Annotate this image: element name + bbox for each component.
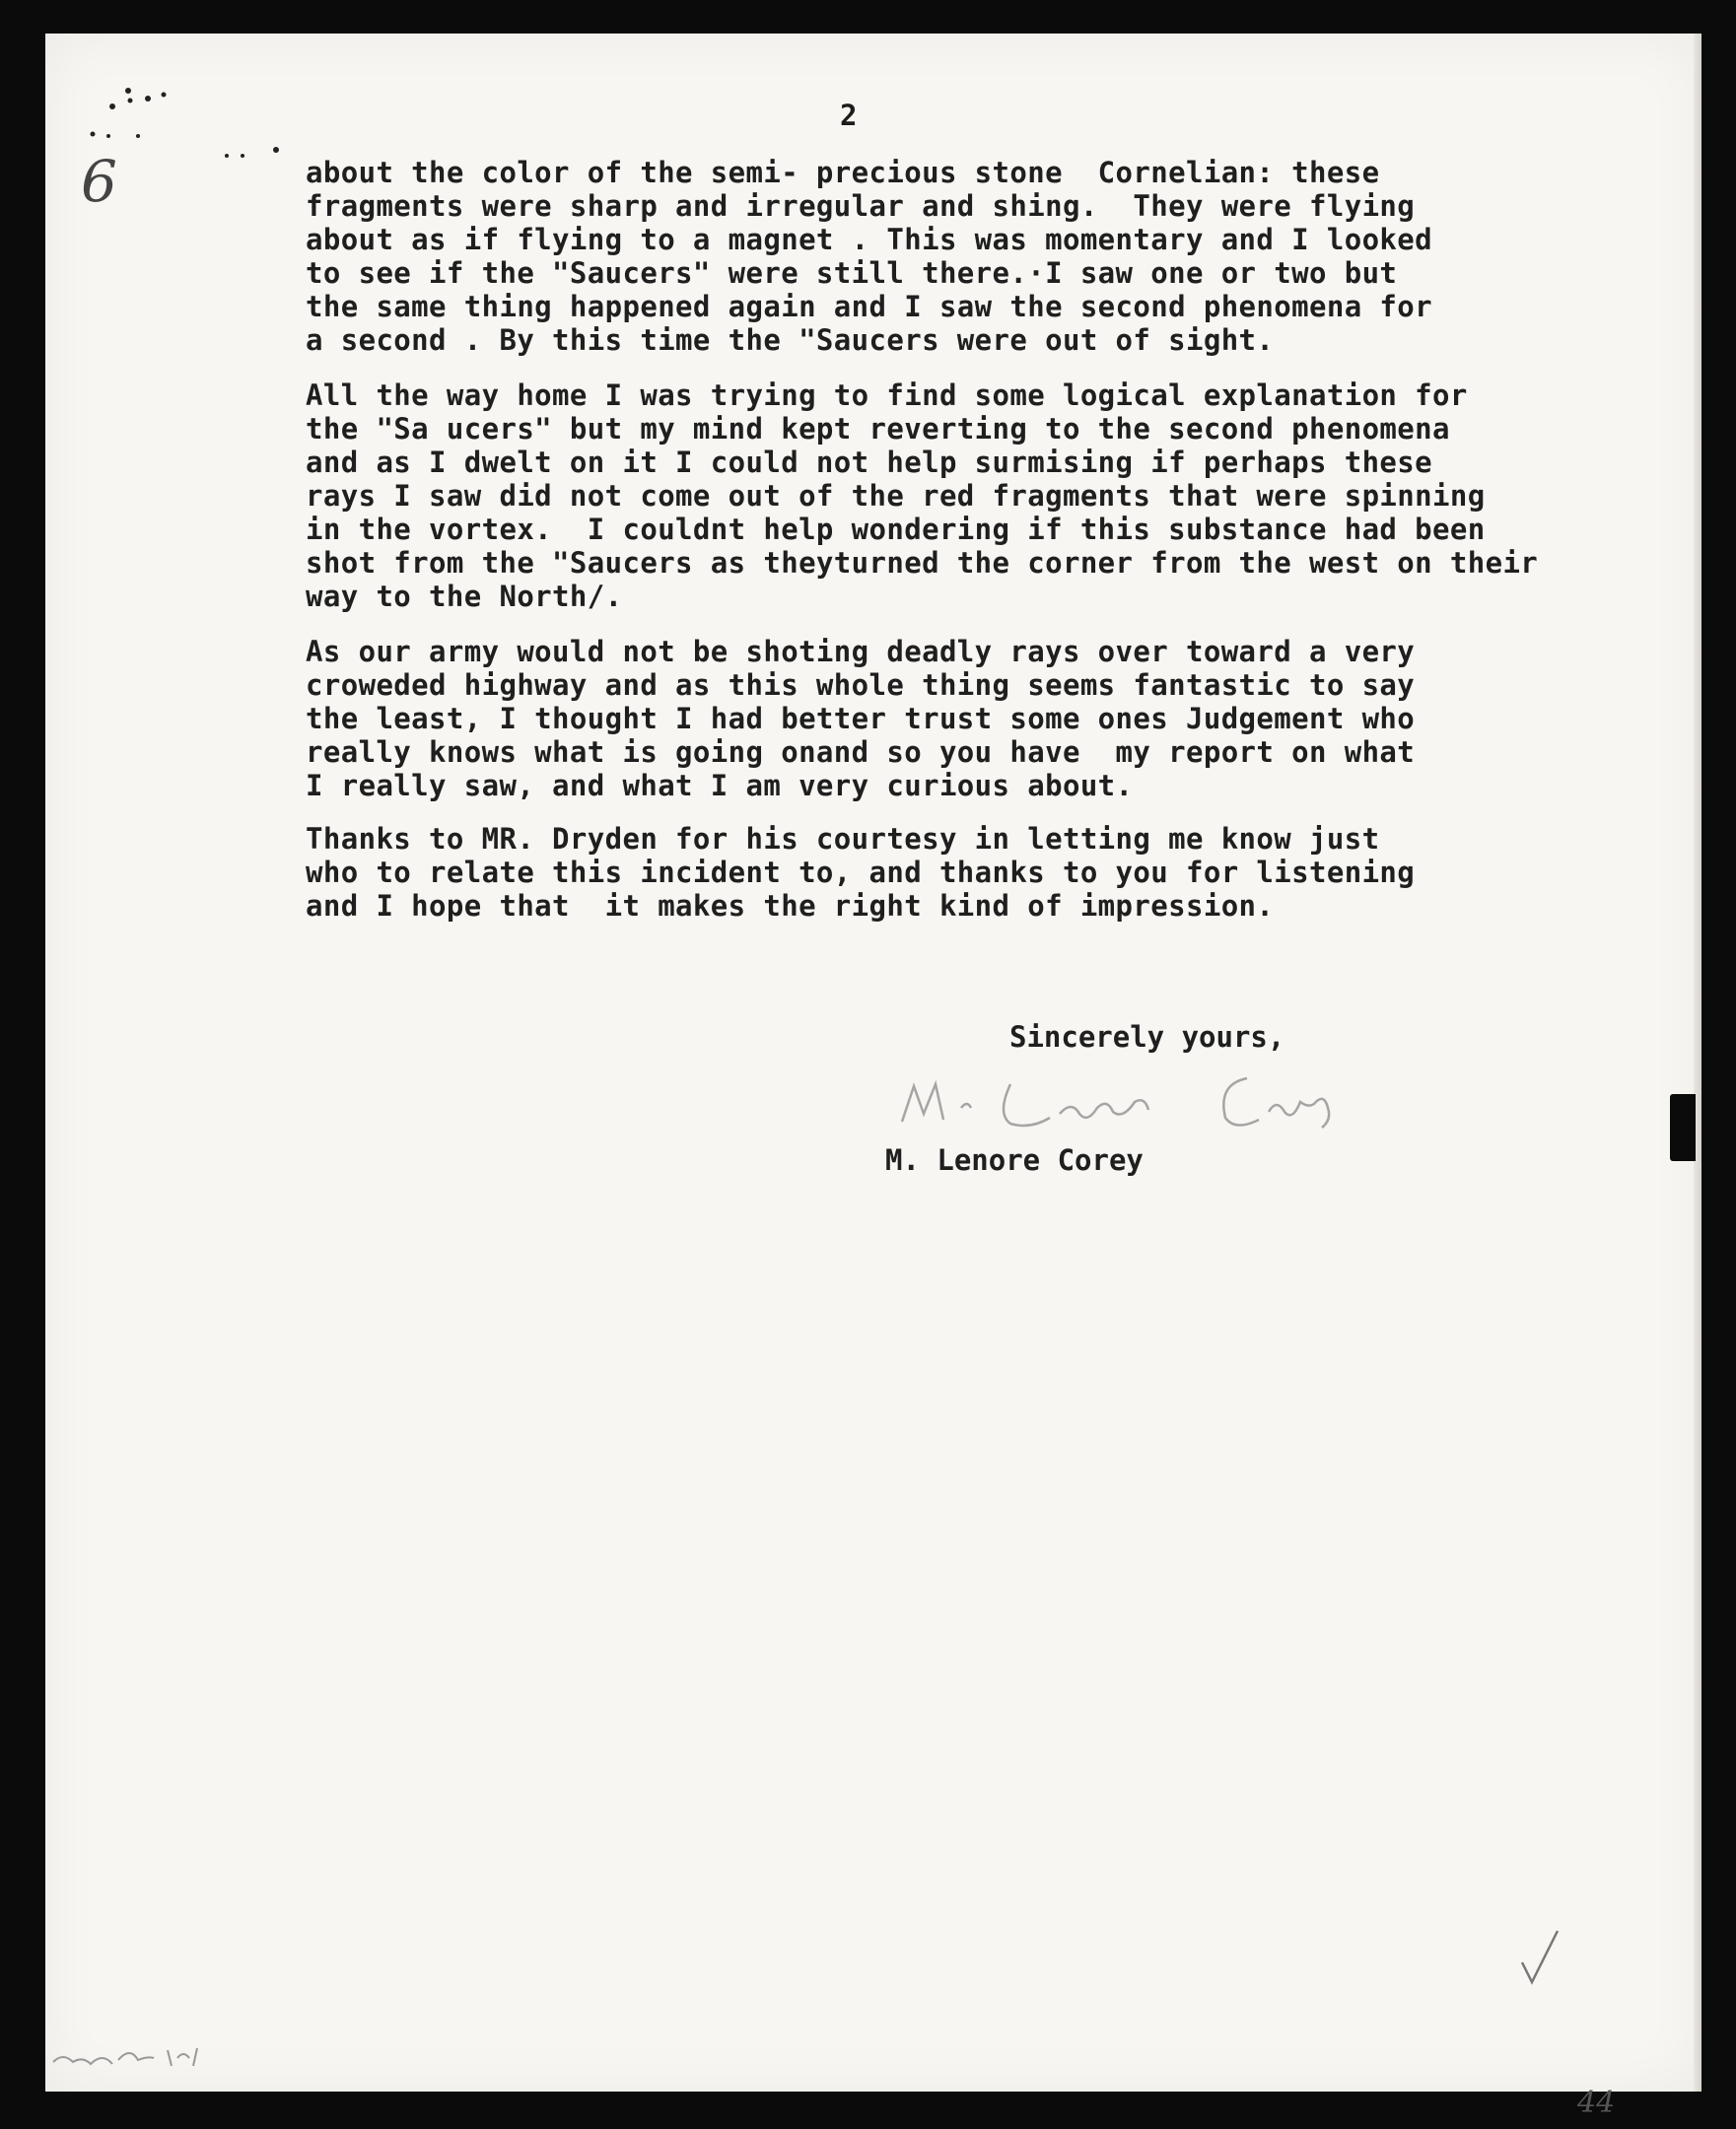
text-line: rays I saw did not come out of the red fragments that were spinning: [306, 479, 1486, 513]
text-line: to see if the "Saucers" were still there.·I saw one or two but: [306, 256, 1398, 290]
text-line: really knows what is going onand so you have my report on what: [306, 735, 1416, 769]
handwritten-signature: [892, 1064, 1385, 1143]
text-line: the least, I thought I had better trust some ones Judgement who: [306, 702, 1416, 735]
text-line: about the color of the semi- precious stone Cornelian: these: [306, 156, 1380, 189]
text-line: and as I dwelt on it I could not help surmising if perhaps these: [306, 446, 1433, 479]
text-line: I really saw, and what I am very curious about.: [306, 769, 1134, 802]
closing: Sincerely yours,: [1009, 1020, 1285, 1054]
typed-signature: M. Lenore Corey: [885, 1143, 1144, 1177]
text-line: croweded highway and as this whole thing seems fantastic to say: [306, 668, 1416, 702]
text-line: the same thing happened again and I saw the second phenomena for: [306, 290, 1433, 323]
paragraph-1: [306, 156, 1432, 357]
text-line: As our army would not be shoting deadly rays over toward a very: [306, 635, 1416, 668]
text-line: about as if flying to a magnet . This was momentary and I looked: [306, 223, 1433, 256]
paragraph-3: [306, 635, 1415, 802]
text-line: a second . By this time the "Saucers were out of sight.: [306, 323, 1275, 357]
archive-scribble: [49, 2040, 237, 2070]
text-line: in the vortex. I couldnt help wondering if this substance had been: [306, 513, 1486, 546]
check-mark-icon: [1518, 1927, 1562, 1986]
paragraph-2: [306, 378, 1538, 613]
text-line: who to relate this incident to, and thanks to you for listening: [306, 856, 1416, 889]
text-line: fragments were sharp and irregular and shing. They were flying: [306, 189, 1416, 223]
binder-notch: [1670, 1094, 1696, 1161]
margin-mark: 6: [81, 148, 117, 215]
text-line: way to the North/.: [306, 580, 623, 613]
paragraph-4: [306, 822, 1415, 923]
text-line: Thanks to MR. Dryden for his courtesy in letting me know just: [306, 822, 1380, 856]
text-line: shot from the "Saucers as theyturned the corner from the west on their: [306, 546, 1539, 580]
text-line: and I hope that it makes the right kind of impression.: [306, 889, 1275, 923]
text-line: All the way home I was trying to find some logical explanation for: [306, 378, 1468, 412]
page-count-mark: 44: [1577, 2086, 1616, 2120]
text-line: the "Sa ucers" but my mind kept reverting to the second phenomena: [306, 412, 1450, 446]
page-number: 2: [840, 99, 858, 132]
